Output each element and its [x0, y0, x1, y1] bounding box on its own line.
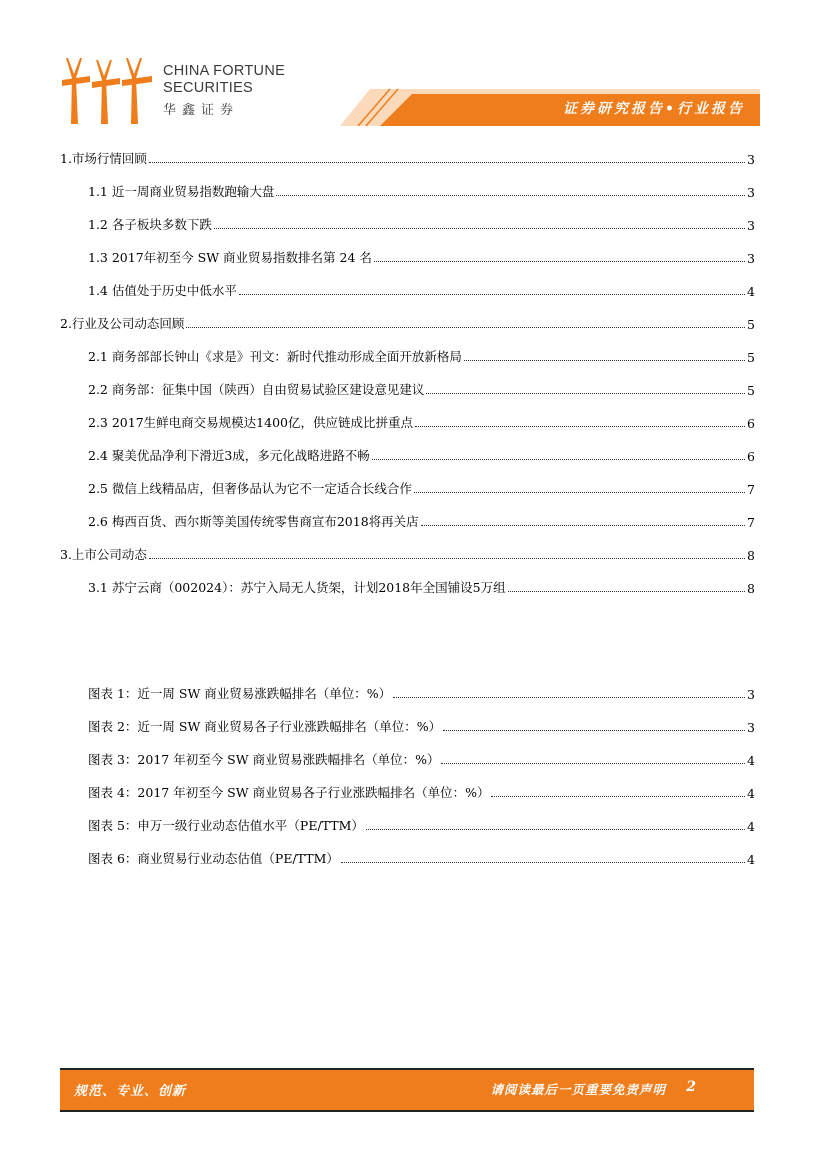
toc-item-title: 2.4 聚美优品净利下滑近3成，多元化战略进路不畅: [88, 448, 370, 463]
dot-leader: [508, 591, 745, 592]
figure-item-page: 4: [747, 819, 755, 834]
toc-item[interactable]: [88, 477, 755, 497]
toc-item-title: 3.上市公司动态: [60, 547, 147, 562]
toc-item[interactable]: [60, 147, 755, 167]
dot-leader: [276, 195, 745, 196]
dot-leader: [443, 730, 745, 731]
dot-leader: [214, 228, 745, 229]
figure-item-title: 图表 1：近一周 SW 商业贸易涨跌幅排名（单位：%）: [88, 686, 392, 701]
dot-leader: [441, 763, 745, 764]
toc-item-page: 5: [747, 350, 755, 365]
figure-item-page: 4: [747, 753, 755, 768]
footer-slogan: 规范、专业、创新: [74, 1084, 187, 1099]
toc-item-page: 8: [747, 581, 755, 596]
report-type-label: 证券研究报告•行业报告: [563, 101, 745, 117]
toc-item-page: 4: [747, 284, 755, 299]
toc-item[interactable]: [88, 411, 755, 431]
footer-disclaimer: 请阅读最后一页重要免责声明: [490, 1082, 666, 1097]
dot-leader: [372, 459, 745, 460]
figure-item[interactable]: [88, 781, 755, 801]
dot-leader: [393, 697, 745, 698]
toc-item-page: 3: [747, 251, 755, 266]
figure-item[interactable]: [88, 682, 755, 702]
toc-item[interactable]: [88, 213, 755, 233]
dot-leader: [426, 393, 745, 394]
figure-item-title: 图表 5：申万一级行业动态估值水平（PE/TTM）: [88, 818, 364, 833]
figure-item-page: 4: [747, 786, 755, 801]
toc-item-page: 8: [747, 548, 755, 563]
brand-name-chinese: 华鑫证券: [163, 103, 240, 118]
toc-item[interactable]: [88, 378, 755, 398]
brand-name-line1: CHINA FORTUNE: [163, 63, 286, 79]
dot-leader: [415, 426, 745, 427]
toc-item-title: 3.1 苏宁云商（002024）：苏宁入局无人货架，计划2018年全国铺设5万组: [88, 580, 506, 595]
toc-item-page: 5: [747, 317, 755, 332]
toc-item[interactable]: [88, 180, 755, 200]
toc-item[interactable]: [60, 312, 755, 332]
dot-leader: [149, 558, 745, 559]
toc-item-title: 1.3 2017年初至今 SW 商业贸易指数排名第 24 名: [88, 250, 372, 265]
figure-item[interactable]: [88, 847, 755, 867]
toc-item-title: 1.市场行情回顾: [60, 151, 147, 166]
toc-item-title: 2.1 商务部部长钟山《求是》刊文：新时代推动形成全面开放新格局: [88, 349, 462, 364]
toc-item-title: 1.1 近一周商业贸易指数跑输大盘: [88, 184, 275, 199]
dot-leader: [421, 525, 745, 526]
toc-item-title: 2.3 2017生鲜电商交易规模达1400亿，供应链成比拼重点: [88, 415, 413, 430]
dot-leader: [366, 829, 745, 830]
toc-item-page: 3: [747, 152, 755, 167]
figure-item[interactable]: [88, 814, 755, 834]
toc-item-page: 7: [747, 482, 755, 497]
dot-leader: [491, 796, 745, 797]
toc-item[interactable]: [88, 576, 755, 596]
toc-item[interactable]: [88, 246, 755, 266]
toc-item-page: 6: [747, 416, 755, 431]
dot-leader: [341, 862, 745, 863]
dot-leader: [374, 261, 745, 262]
brand-name-line2: SECURITIES: [163, 80, 254, 96]
toc-item-page: 3: [747, 218, 755, 233]
toc-item[interactable]: [88, 279, 755, 299]
toc-item-title: 2.6 梅西百货、西尔斯等美国传统零售商宣布2018将再关店: [88, 514, 419, 529]
page-number: 2: [686, 1079, 696, 1095]
toc-item-title: 1.2 各子板块多数下跌: [88, 217, 212, 232]
company-logo-icon: [60, 56, 155, 126]
dot-leader: [239, 294, 745, 295]
dot-leader: [414, 492, 745, 493]
page-header: [0, 0, 827, 130]
toc-item-page: 5: [747, 383, 755, 398]
toc-item-title: 1.4 估值处于历史中低水平: [88, 283, 237, 298]
figure-item-page: 3: [747, 720, 755, 735]
toc-item-page: 3: [747, 185, 755, 200]
dot-leader: [186, 327, 745, 328]
figure-item[interactable]: [88, 715, 755, 735]
toc-item[interactable]: [88, 510, 755, 530]
toc-item-page: 6: [747, 449, 755, 464]
figure-item[interactable]: [88, 748, 755, 768]
dot-leader: [464, 360, 745, 361]
figure-item-page: 4: [747, 852, 755, 867]
toc-item[interactable]: [60, 543, 755, 563]
figure-item-title: 图表 6：商业贸易行业动态估值（PE/TTM）: [88, 851, 339, 866]
toc-item-title: 2.5 微信上线精品店，但奢侈品认为它不一定适合长线合作: [88, 481, 412, 496]
dot-leader: [149, 162, 745, 163]
figure-item-title: 图表 2：近一周 SW 商业贸易各子行业涨跌幅排名（单位：%）: [88, 719, 442, 734]
toc-item-title: 2.2 商务部：征集中国（陕西）自由贸易试验区建设意见建议: [88, 382, 425, 397]
figure-item-title: 图表 3：2017 年初至今 SW 商业贸易涨跌幅排名（单位：%）: [88, 752, 440, 767]
toc-item[interactable]: [88, 444, 755, 464]
figure-item-page: 3: [747, 687, 755, 702]
figure-item-title: 图表 4：2017 年初至今 SW 商业贸易各子行业涨跌幅排名（单位：%）: [88, 785, 490, 800]
toc-item[interactable]: [88, 345, 755, 365]
toc-item-title: 2.行业及公司动态回顾: [60, 316, 185, 331]
brand-name-english: [163, 63, 285, 97]
toc-item-page: 7: [747, 515, 755, 530]
page-footer: [60, 1068, 754, 1112]
